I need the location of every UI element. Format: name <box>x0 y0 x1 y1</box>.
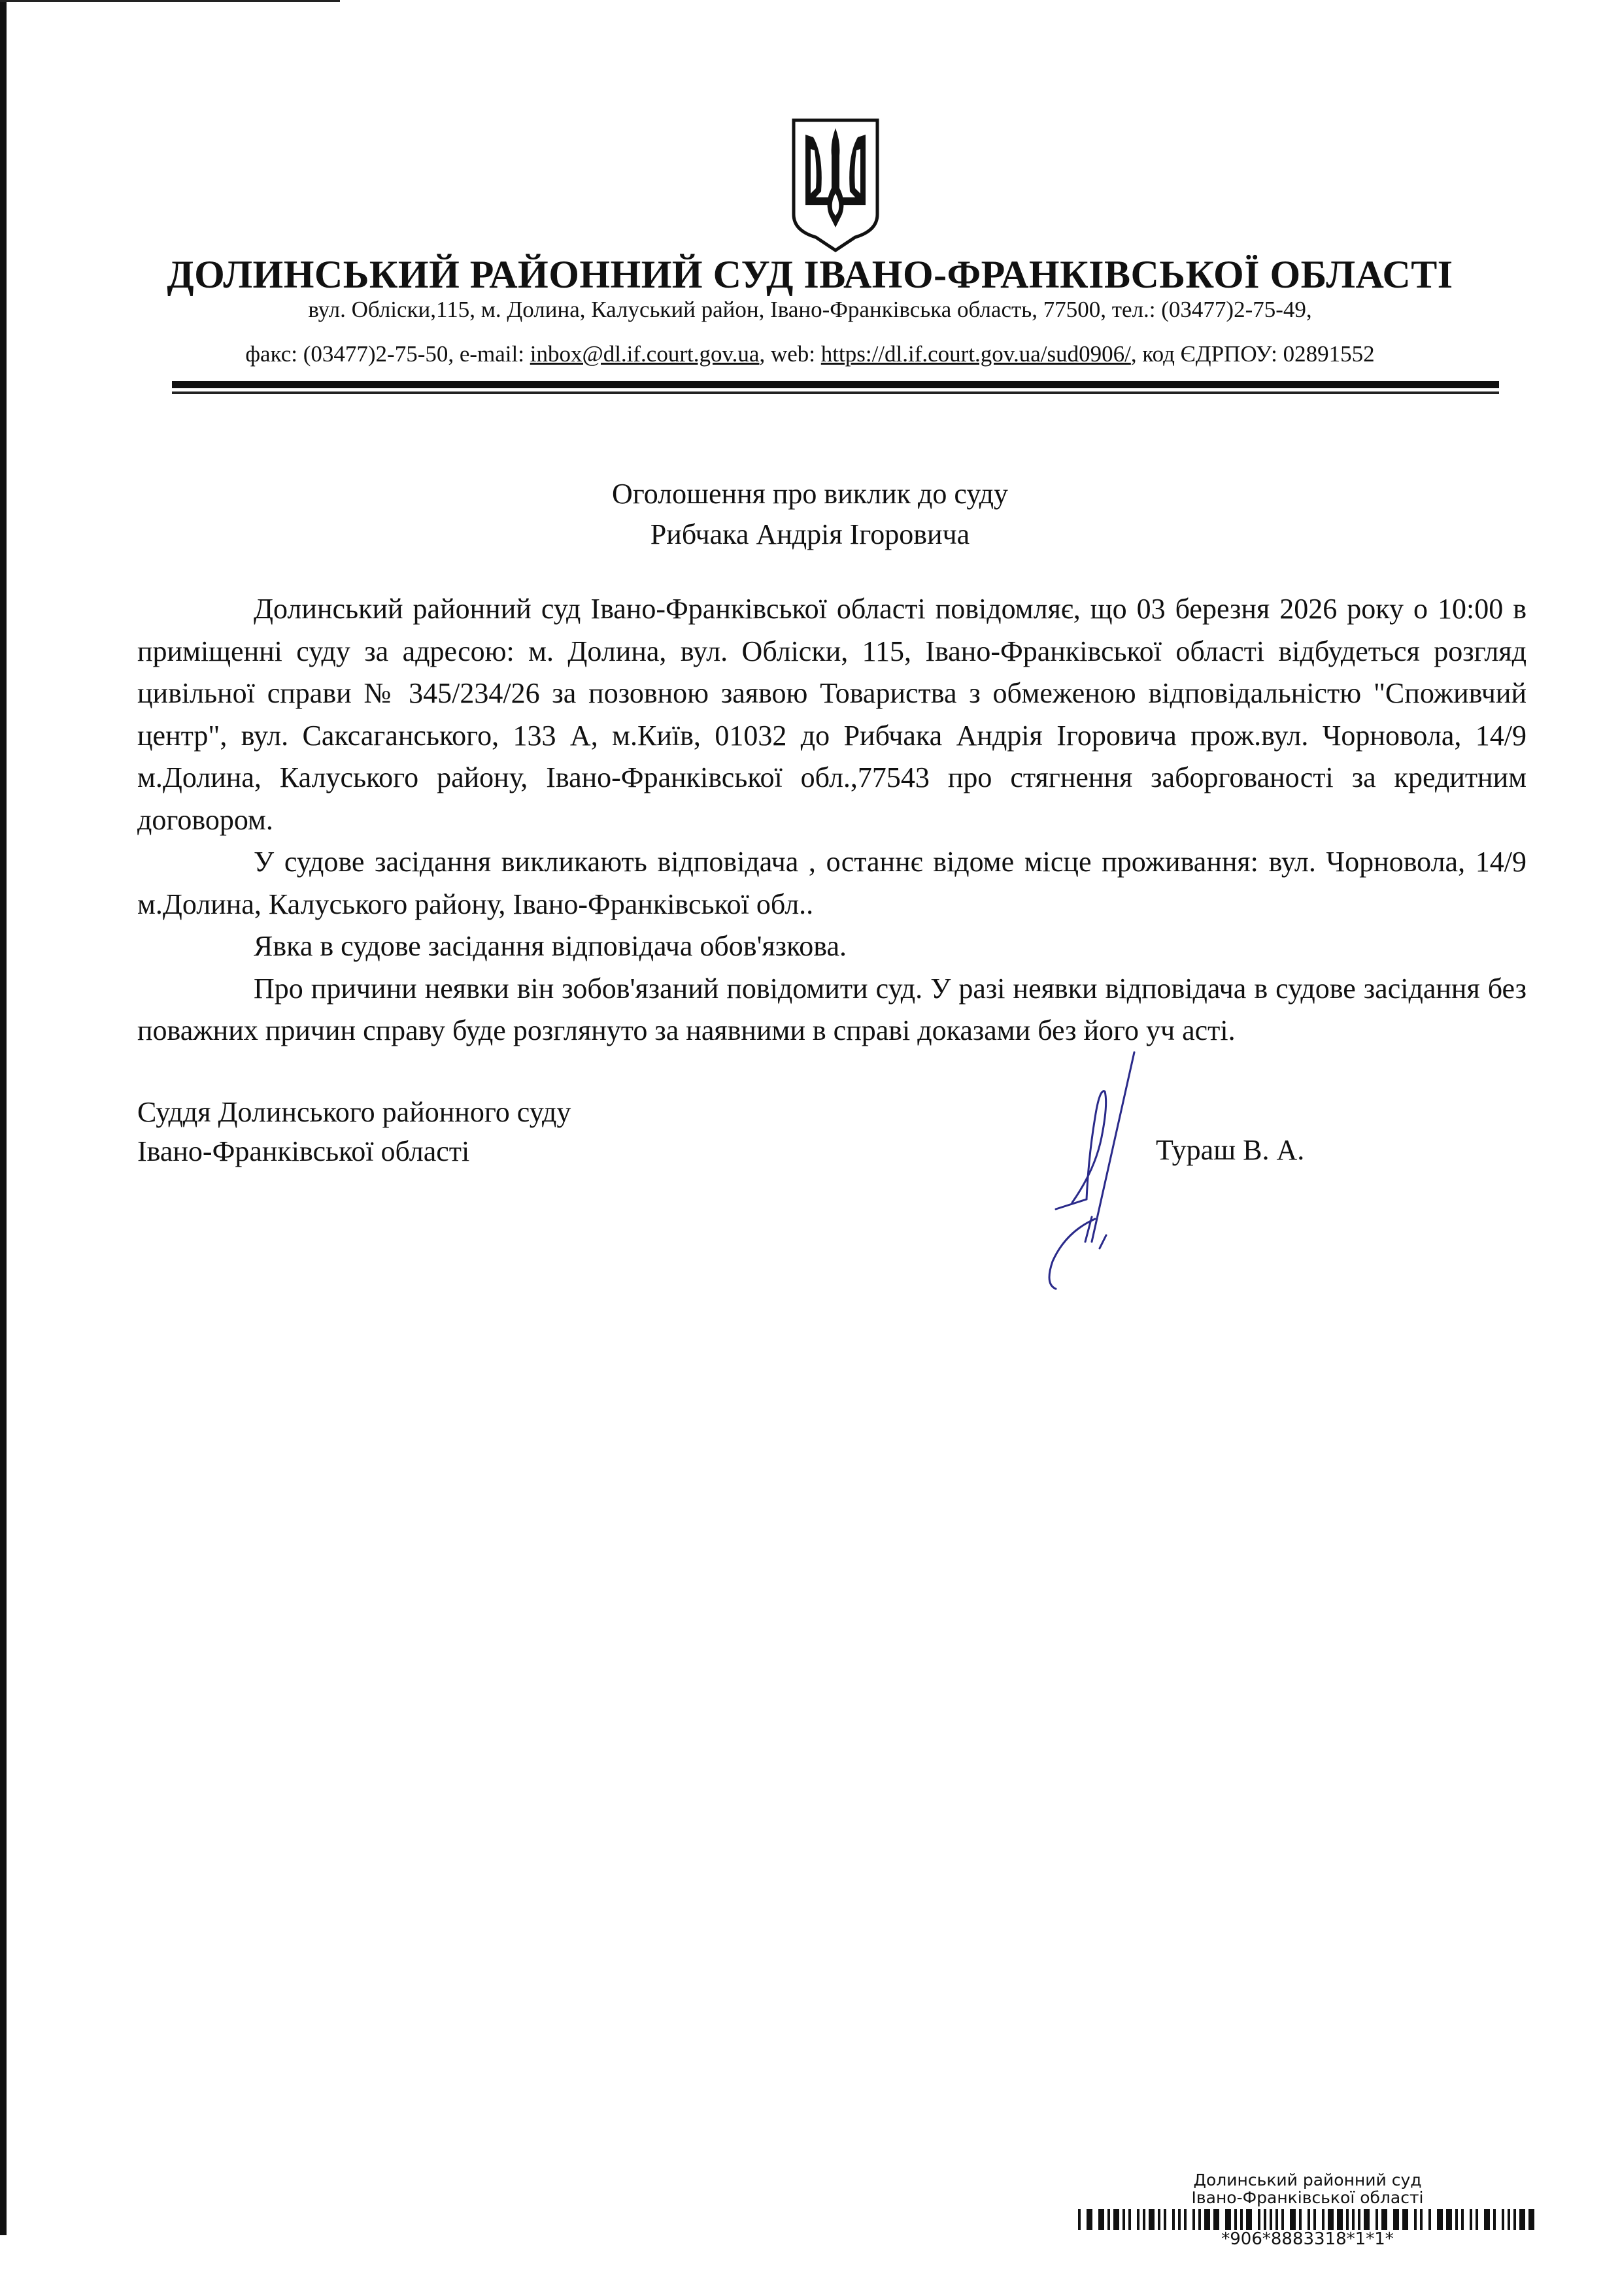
coat-of-arms-icon <box>790 116 881 254</box>
stamp-line-1: Долинський районний суд <box>1193 2171 1422 2189</box>
scan-edge <box>0 0 7 2235</box>
scan-edge-top <box>0 0 340 2</box>
edrpou-code: , код ЄДРПОУ: 02891552 <box>1130 341 1375 367</box>
body-paragraph: У судове засідання викликають відповідача , останнє відоме місце проживання: вул. Чорновола, 14/9 м.Долина, Калуського району, Івано-Франківської обл.. <box>137 846 1527 920</box>
court-contacts <box>0 340 1620 369</box>
barcode-icon <box>1072 2209 1543 2230</box>
body-paragraph: Явка в судове засідання відповідача обов'язкова. <box>254 930 847 962</box>
body-paragraph: Про причини неявки він зобов'язаний повідомити суд. У разі неявки відповідача в судове засідання без поважних причин справу буде розглянуто за наявними в справі доказами без його уч асті. <box>137 972 1527 1046</box>
stamp-line-2: Івано-Франківської області <box>1191 2188 1424 2207</box>
header-divider-thick <box>172 381 1499 388</box>
judge-name: Тураш В. А. <box>1156 1134 1305 1166</box>
web-link[interactable]: https://dl.if.court.gov.ua/sud0906/ <box>820 341 1131 367</box>
web-label: , web: <box>759 341 821 367</box>
body-paragraph: Долинський районний суд Івано-Франківської області повідомляє, що 03 березня 2026 року о 10:00 в приміщенні суду за адресою: м. Долина, вул. Обліски, 115, Івано-Франківської області відбудеться розгляд цивільної справи № 345/234/26 за позовною заявою Товариства з обмеженою відповідальністю "Споживчий центр", вул. Саксаганського, 133 А, м.Київ, 01032 до Рибчака Андрія Ігоровича прож.вул. Чорновола, 14/9 м.Долина, Калуського району, Івано-Франківської обл.,77543 про стягнення заборгованості за кредитним договором. <box>137 593 1527 836</box>
document-title <box>0 474 1620 555</box>
court-address: вул. Обліски,115, м. Долина, Калуський район, Івано-Франківська область, 77500, тел.: (03477)2-75-49, <box>308 297 1312 322</box>
title-line-2: Рибчака Андрія Ігоровича <box>650 518 970 550</box>
court-name-heading: ДОЛИНСЬКИЙ РАЙОННИЙ СУД ІВАНО-ФРАНКІВСЬКОЇ ОБЛАСТІ <box>167 253 1453 296</box>
judge-position <box>137 1093 571 1171</box>
header-divider-thin <box>172 391 1499 394</box>
title-line-1: Оголошення про виклик до суду <box>612 478 1008 510</box>
judge-position-line-1: Суддя Долинського районного суду <box>137 1096 571 1128</box>
fax-label: факс: (03477)2-75-50, e-mail: <box>245 341 530 367</box>
judge-position-line-2: Івано-Франківської області <box>137 1135 470 1167</box>
registry-stamp <box>1072 2171 1543 2248</box>
document-body <box>137 588 1527 1052</box>
barcode-number: *906*8883318*1*1* <box>1221 2229 1394 2249</box>
handwritten-signature-icon <box>994 1046 1190 1294</box>
email-link[interactable]: inbox@dl.if.court.gov.ua <box>530 341 760 367</box>
